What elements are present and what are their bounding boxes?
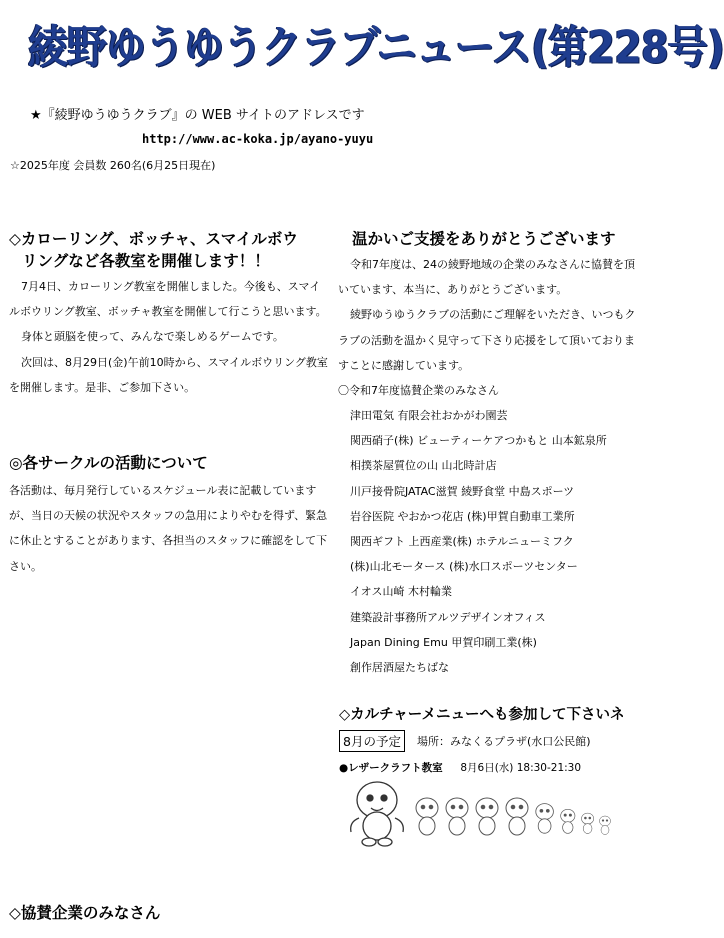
section-culture-heading: ◇カルチャーメニューへも参加して下さいネ [339, 707, 625, 723]
sponsor-item: 相撲茶屋質位の山 山北時計店 [350, 459, 497, 473]
paragraph: 身体と頭脳を使って、みんなで楽しめるゲームです。 [21, 330, 284, 344]
sponsor-item: (株)山北モータース (株)水口スポーツセンター [350, 560, 578, 574]
section-thanks [338, 228, 643, 680]
website-url-link[interactable]: http://www.ac-koka.jp/ayano-yuyu [142, 132, 374, 146]
newsletter-title: 綾野ゆうゆうクラブニュース(第228号) [28, 22, 724, 74]
paragraph: 綾野ゆうゆうクラブの活動にご理解をいただき、いつもクラブの活動を温かく見守って下さり応援をして頂いておりますことに感謝しています。 [338, 308, 636, 372]
paragraph: 次回は、8月29日(金)午前10時から、スマイルボウリング教室を開催します。是非、ご参加下さい。 [9, 355, 328, 394]
class-time: 8月6日(水) 18:30-21:30 [460, 762, 582, 774]
section-curling-heading [9, 228, 329, 272]
section-circle-body: 各活動は、毎月発行しているスケジュール表に記載していますが、当日の天候の状況やスタッフの急用によりやむを得ず、緊急に休止とすることがあります、各担当のスタッフに確認をして下さい。 [9, 484, 328, 573]
section-curling-body [9, 274, 329, 400]
sponsor-item: 岩谷医院 やおかつ花店 (株)甲賀自動車工業所 [350, 509, 575, 523]
section-circle-heading: ◎各サークルの活動について [9, 454, 208, 472]
sponsor-item: イオス山崎 木村輪業 [350, 585, 453, 599]
section-culture-menu [339, 704, 644, 775]
sponsors-footer-heading: ◇協賛企業のみなさん [9, 904, 161, 922]
culture-schedule-row [339, 730, 644, 752]
sponsor-item: 関西ギフト 上西産業(株) ホテルニューミフク [350, 535, 574, 549]
sponsor-item: 創作居酒屋たちばな [350, 661, 449, 675]
paragraph: 7月4日、カローリング教室を開催しました。今後も、スマイルボウリング教室、ボッチャ教室を開催して行こうと思います。 [9, 280, 327, 319]
section-thanks-heading: 温かいご支援をありがとうございます [352, 230, 616, 248]
sponsor-item: 川戸接骨院JATAC滋賀 綾野食堂 中島スポーツ [350, 484, 575, 498]
class-name: ●レザークラフト教室 [339, 762, 443, 774]
section-thanks-body [338, 252, 643, 378]
sponsor-item: 建築設計事務所アルツデザインオフィス [350, 610, 546, 624]
section-circle-activities [9, 452, 329, 579]
sponsor-item: 関西硝子(株) ビューティーケアつかもと 山本鉱泉所 [350, 434, 607, 448]
website-note: ★『綾野ゆうゆうクラブ』の WEB サイトのアドレスです [30, 108, 365, 123]
membership-count: ☆2025年度 会員数 260名(6月25日現在) [10, 159, 216, 172]
sponsor-list-heading: 〇令和7年度協賛企業のみなさん [338, 384, 499, 398]
section-curling-events [9, 228, 329, 400]
section-curling-heading-line1: ◇カローリング、ボッチャ、スマイルボウ [9, 230, 298, 248]
sponsor-item: Japan Dining Emu 甲賀印刷工業(株) [350, 635, 537, 649]
class-line [339, 760, 644, 775]
month-schedule-label: 8月の予定 [339, 730, 405, 752]
sponsor-item: 津田電気 有限会社おかがわ園芸 [350, 409, 508, 423]
sponsor-list [338, 403, 643, 680]
paragraph: 令和7年度は、24の綾野地域の企業のみなさんに協賛を頂いています、本当に、ありがとうございます。 [338, 258, 635, 297]
mascot-illustration [345, 778, 620, 848]
section-curling-heading-line2: リングなど各教室を開催します！！ [22, 252, 270, 270]
venue-text: 場所：みなくるプラザ(水口公民館) [416, 735, 591, 748]
